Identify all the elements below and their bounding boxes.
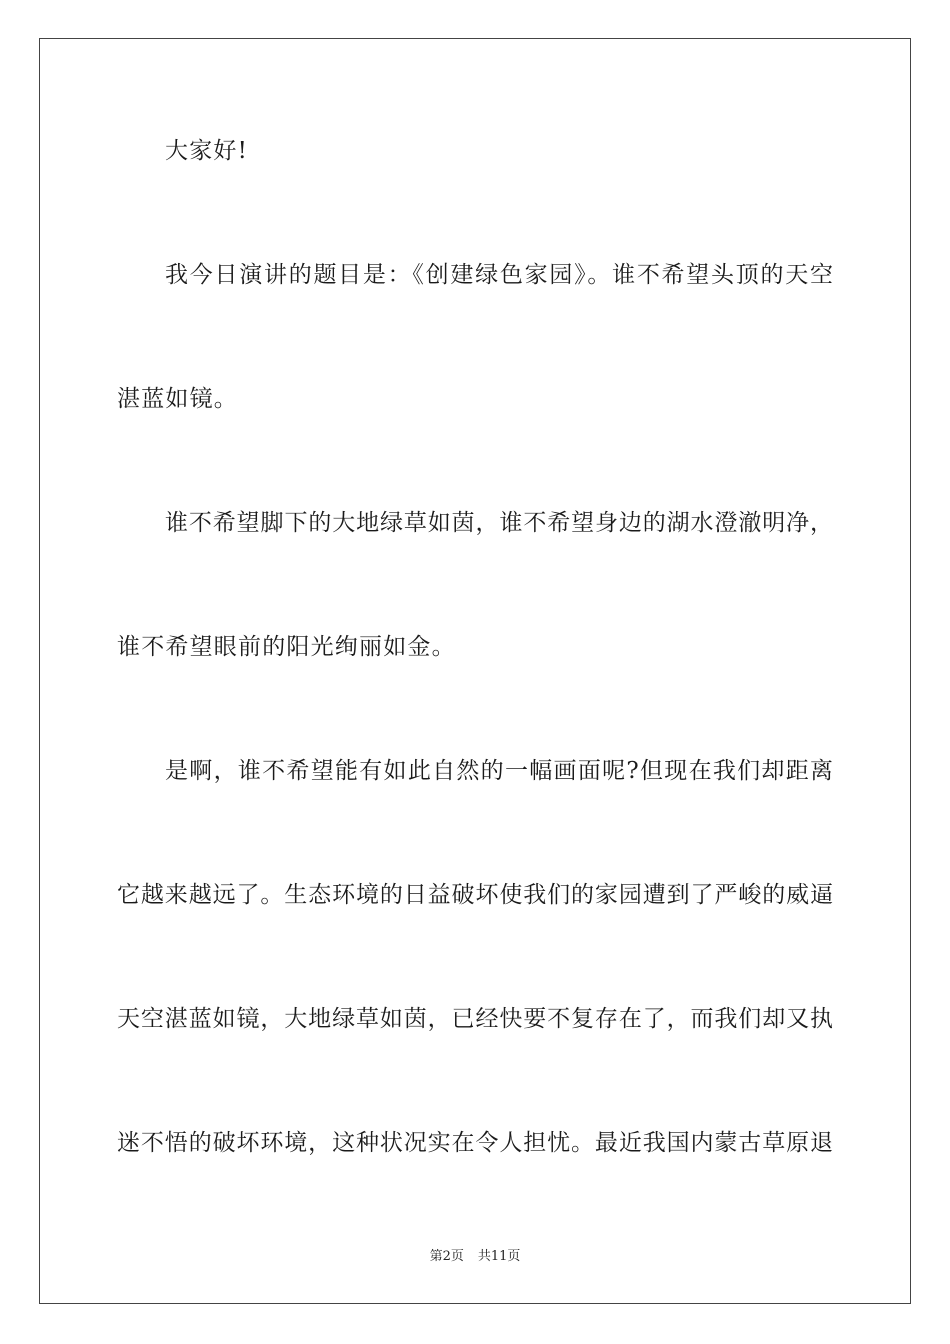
text-line: 迷不悟的破坏环境，这种状况实在令人担忧。最近我国内蒙古草原退 xyxy=(117,1130,833,1156)
text-line: 湛蓝如镜。 xyxy=(117,386,238,412)
text-line: 我今日演讲的题目是：《创建绿色家园》。谁不希望头顶的天空 xyxy=(165,262,833,288)
page-total: 共11页 xyxy=(477,1249,521,1264)
page-border xyxy=(39,38,911,1304)
text-line: 天空湛蓝如镜，大地绿草如茵，已经快要不复存在了，而我们却又执 xyxy=(117,1006,833,1032)
text-line: 它越来越远了。生态环境的日益破坏使我们的家园遭到了严峻的威逼 xyxy=(117,882,833,908)
text-line: 谁不希望脚下的大地绿草如茵，谁不希望身边的湖水澄澈明净， xyxy=(165,510,833,536)
text-line: 谁不希望眼前的阳光绚丽如金。 xyxy=(117,634,456,660)
text-line: 是啊，谁不希望能有如此自然的一幅画面呢?但现在我们却距离 xyxy=(165,758,833,784)
page-footer xyxy=(0,1248,950,1266)
text-line-greeting: 大家好! xyxy=(165,138,249,164)
page-number: 第2页 xyxy=(429,1249,464,1264)
